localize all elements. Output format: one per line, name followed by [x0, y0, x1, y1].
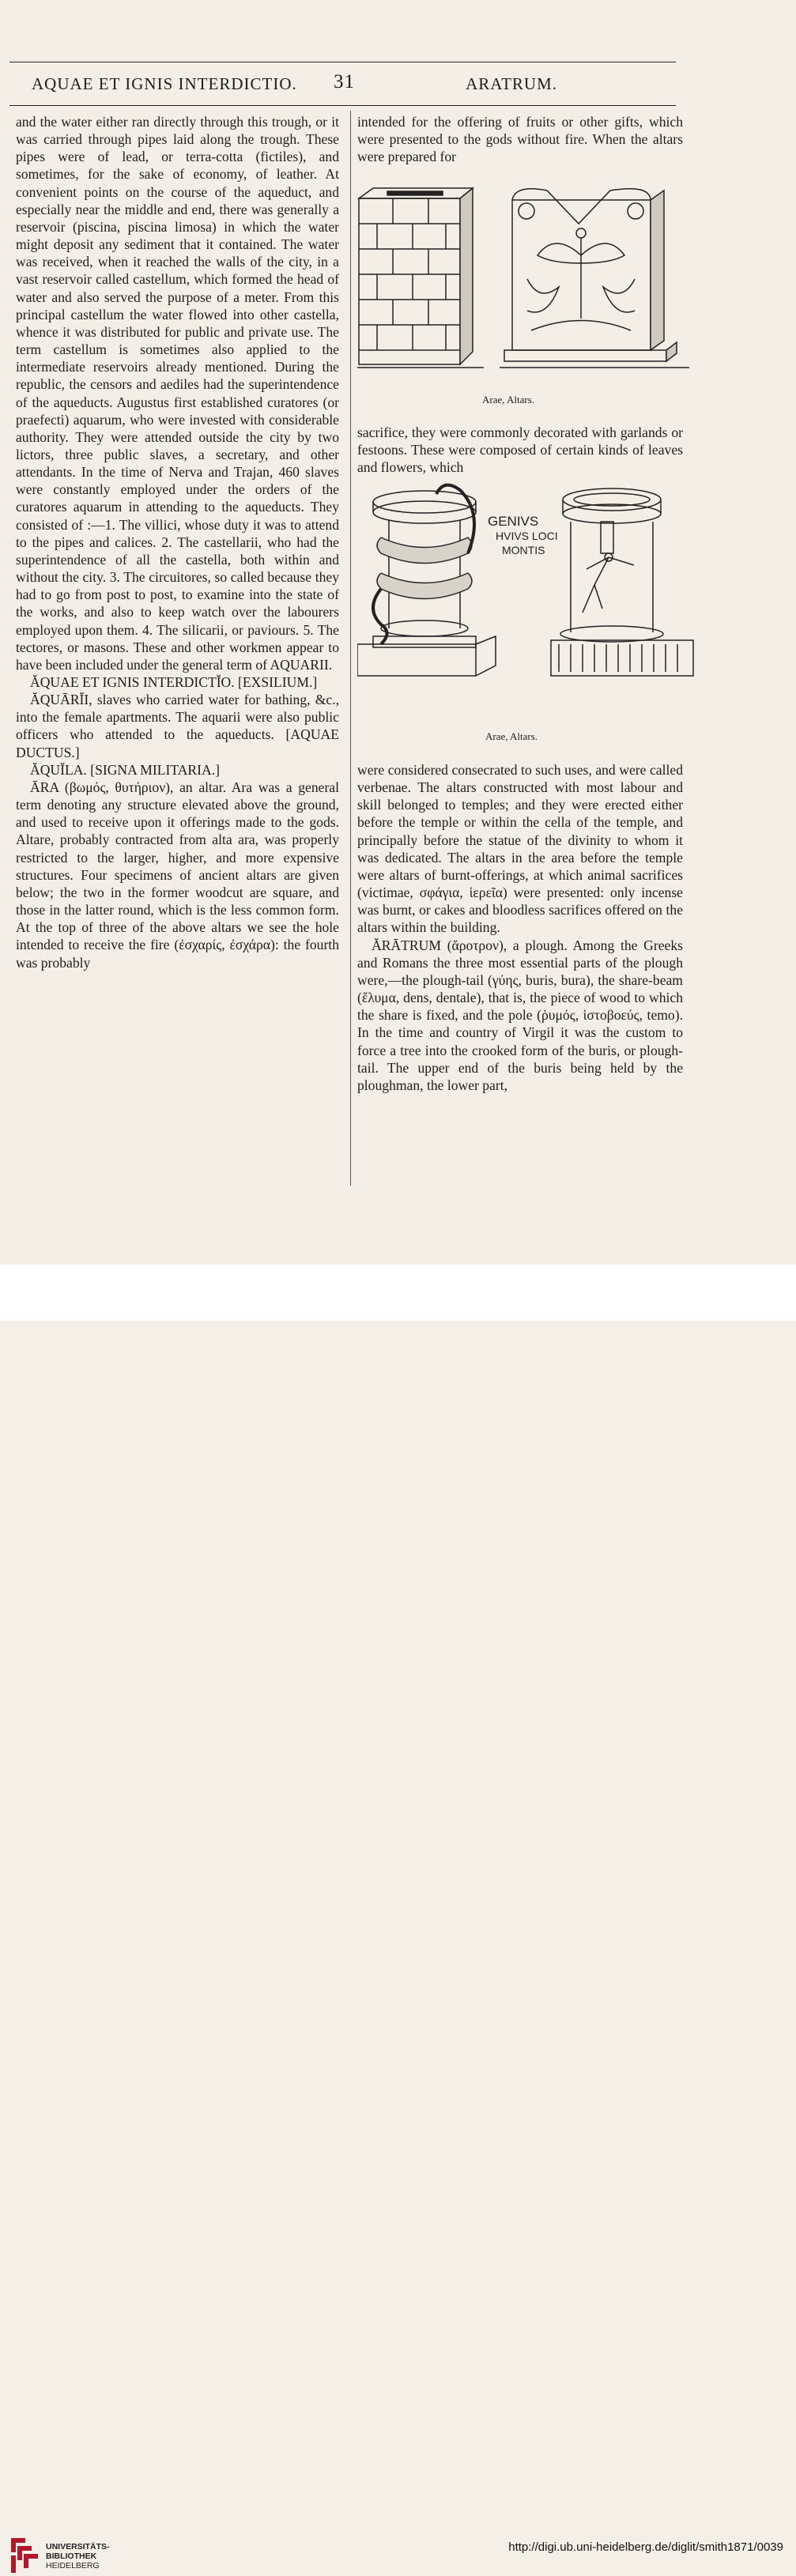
- entry-ara: ĀRA (βωμός, θυτήριον), an altar. Ara was a general term denoting any structure elevated above the ground, and used to receive upon it offerings made to the gods. Altare, probably contracted from alta ara, was properly restricted to the larger, higher, and more expensive structures. Four specimens of ancient altars are given below; the two in the former woodcut are square, and those in the latter round, which is the less common form. At the top of three of the above altars we see the hole intended to receive the fire (ἐσχαρίς, ἐσχάρα): the fourth was probably: [16, 779, 339, 971]
- institution-line-1: UNIVERSITÄTS-: [46, 2542, 110, 2551]
- paragraph-verbenae: were considered consecrated to such uses, and were called verbenae. The altars constructed with most labour and skill belonged to temples; and they were erected either before the temple or within the cella of the temple, and principally before the statue of the divinity to whom it was dedicated. The altars in the area before the temple were altars of burnt-offerings, at which animal sacrifices (victimae, σφάγια, ἱερεῖα) were presented: only incense was burnt, or cakes and bloodless sacrifices offered on the altars within the building.: [357, 762, 683, 936]
- university-library-logo-icon: [8, 2535, 40, 2576]
- header-left-title: AQUAE ET IGNIS INTERDICTIO.: [32, 74, 297, 93]
- permalink-url[interactable]: http://digi.ub.uni-heidelberg.de/diglit/smith1871/0039: [508, 2540, 783, 2554]
- figure-round-altars: [357, 482, 705, 719]
- institution-name: [46, 2542, 110, 2570]
- left-column: [16, 113, 339, 971]
- header-right-title: ARATRUM.: [466, 74, 557, 93]
- institution-line-2: BIBLIOTHEK: [46, 2551, 97, 2561]
- page-number: 31: [334, 71, 355, 92]
- serpent-altar-illustration: [357, 485, 496, 676]
- ornate-altar-illustration: [500, 189, 689, 368]
- running-header: [9, 71, 676, 100]
- right-column-middle-text: [357, 424, 683, 476]
- header-rule-bottom: [9, 105, 676, 106]
- inscription-line-2: HVIVS LOCI: [496, 530, 558, 542]
- entry-aquarii: ĂQUĀRĬI, slaves who carried water for bathing, &c., into the female apartments. The aquarii were also public officers who attended to the aqueducts. [AQUAE DUCTUS.]: [16, 692, 339, 760]
- right-column-bottom-text: [357, 761, 683, 1094]
- figure1-caption: Arae, Altars.: [482, 394, 535, 405]
- book-page: [0, 0, 796, 1265]
- entry-aquila: ĂQUĬLA. [SIGNA MILITARIA.]: [30, 761, 220, 778]
- genius-inscription: [488, 514, 558, 556]
- right-column-top-text: [357, 113, 683, 165]
- paragraph-aqueduct: and the water either ran directly through this trough, or it was carried through pipes laid along the trough. These pipes were of lead, or terra-cotta (fictiles), and sometimes, for the sake of economy, of leather. At convenient points on the course of the aqueduct, and especially near the middle and end, there was generally a reservoir (piscina, piscina limosa) in which the water might deposit any sediment that it contained. The water was received, when it reached the walls of the city, in a vast reservoir called castellum, which formed the head of water and also served the purpose of a meter. From this principal castellum the water flowed into other castella, whence it was distributed for public and private use. The term castellum is sometimes also applied to the intermediate reservoirs already mentioned. During the republic, the censors and aediles had the superintendence of the aqueducts. Augustus first established curatores (or praefecti) aquarum, who were invested with considerable authority. They were attended outside the city by two lictors, three public slaves, a secretary, and other attendants. In the time of Nerva and Trajan, 460 slaves were constantly employed under the orders of the curatores aquarum in attending to the aqueducts. They consisted of :—1. The villici, whose duty it was to attend to the pipes and calices. 2. The castellarii, who had the superintendence of all the castella, both within and without the city. 3. The circuitores, so called because they had to go from post to post, to examine into the state of the works, and also to keep watch over the labourers employed upon them. 4. The silicarii, or paviours. 5. The tectores, or masons. These and other workmen appear to have been included under the general term of AQUARII.: [16, 114, 339, 673]
- brick-altar-illustration: [357, 188, 484, 368]
- column-divider: [350, 111, 351, 1186]
- paragraph-decoration: sacrifice, they were commonly decorated with garlands or festoons. These were composed of certain kinds of leaves and flowers, which: [357, 424, 683, 476]
- paragraph-altar-intro: intended for the offering of fruits or other gifts, which were presented to the gods without fire. When the altars were prepared for: [357, 114, 683, 165]
- inscription-line-1: GENIVS: [488, 514, 539, 529]
- entry-aratrum: ĂRĀTRUM (ἄροτρον), a plough. Among the Greeks and Romans the three most essential parts of the plough were,—the plough-tail (γύης, buris, bura), the share-beam (ἔλυμα, dens, dentale), that is, the piece of wood to which the share is fixed, and the pole (ῥυμός, ἱστοβοεύς, temo). In the time and country of Virgil it was the custom to force a tree into the crooked form of the buris, or plough-tail. The upper end of the buris being held by the ploughman, the lower part,: [357, 937, 683, 1093]
- institution-line-3: HEIDELBERG: [46, 2561, 100, 2570]
- digital-library-footer: [0, 1265, 796, 2570]
- entry-aquae-et-ignis: ĂQUAE ET IGNIS INTERDICTĬO. [EXSILIUM.]: [30, 674, 318, 690]
- inscription-line-3: MONTIS: [502, 544, 545, 556]
- figure-square-altars: [357, 184, 699, 388]
- figure-altar-illustration: [551, 488, 693, 676]
- figure2-caption: Arae, Altars.: [485, 730, 538, 742]
